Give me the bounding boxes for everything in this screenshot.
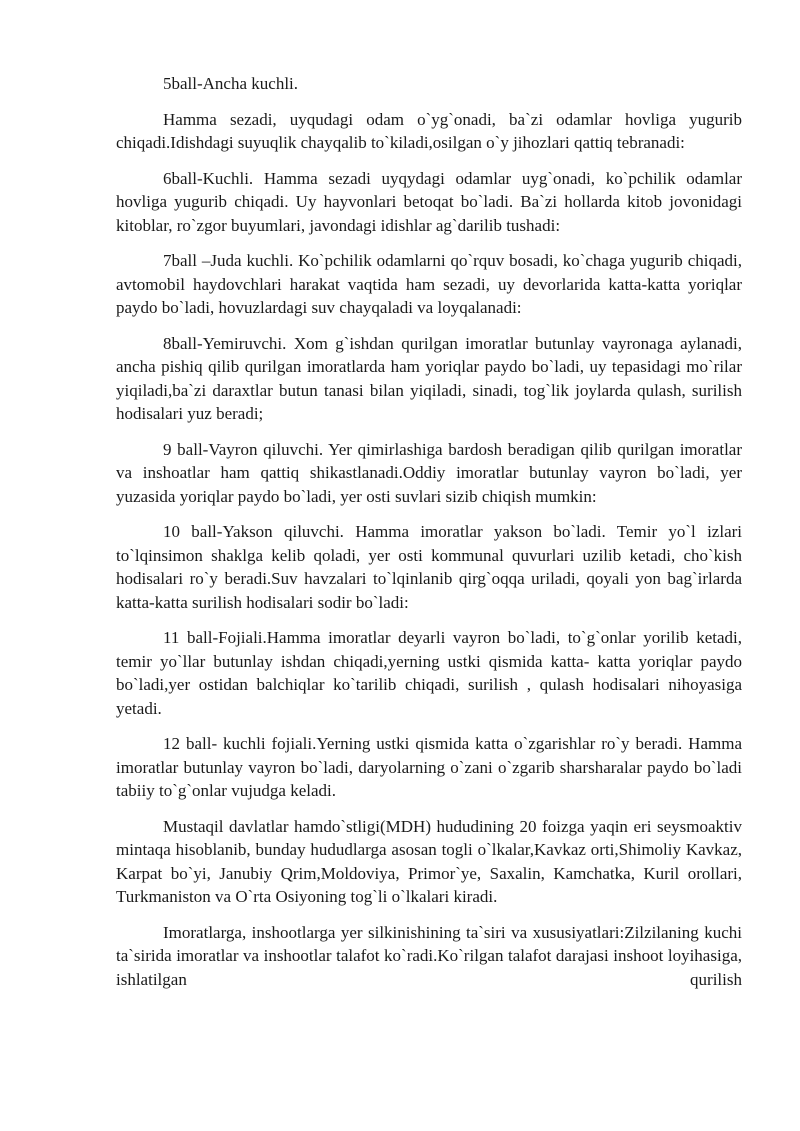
paragraph-8-ball: 8ball-Yemiruvchi. Xom g`ishdan qurilgan imoratlar butunlay vayronaga aylanadi, ancha pishiq qilib qurilgan imoratlarda ham yoriqlar paydo bo`ladi, uy tepasidagi mo`rilar yiqiladi,ba`zi daraxtlar butun tanasi bilan yiqiladi, sinadi, tog`lik joylarda qulash, surilish hodisalari yuz beradi; (116, 333, 742, 423)
paragraph-9-ball: 9 ball-Vayron qiluvchi. Yer qimirlashiga bardosh beradigan qilib qurilgan imoratlar va inshoatlar ham qattiq shikastlanadi.Oddiy imoratlar butunlay vayron bo`ladi, yer yuzasida yoriqlar paydo bo`ladi, yer osti suvlari sizib chiqish mumkin: (116, 439, 742, 506)
paragraph-12-ball: 12 ball- kuchli fojiali.Yerning ustki qismida katta o`zgarishlar ro`y beradi. Hamma imoratlar butunlay vayron bo`ladi, daryolarning o`zani o`zgarib sharsharalar paydo bo`ladi tabiiy to`g`onlar vujudga keladi. (116, 734, 742, 800)
paragraph-building-effects: Imoratlarga, inshootlarga yer silkinishining ta`siri va xususiyatlari:Zilzilaning kuchi ta`sirida imoratlar va inshootlar talafot ko`radi.Ko`rilgan talafot darajasi inshoot loyihasiga, ishlatilgan qurilish (116, 922, 742, 989)
paragraph-6-ball: 6ball-Kuchli. Hamma sezadi uyqydagi odamlar uyg`onadi, ko`pchilik odamlar hovliga yugurib chiqadi. Uy hayvonlari betoqat bo`ladi. Ba`zi hollarda kitob jovonidagi kitoblar, ro`zgor buyumlari, javondagi idishlar ag`darilib tushadi: (116, 168, 742, 235)
document-page (116, 72, 742, 1003)
paragraph-11-ball: 11 ball-Fojiali.Hamma imoratlar deyarli vayron bo`ladi, to`g`onlar yorilib ketadi, temir yo`llar butunlay ishdan chiqadi,yerning ustki qismida katta- katta yoriqlar paydo bo`ladi,yer ostidan balchiqlar ko`tarilib chiqadi, surilish , qulash hodisalari nihoyasiga yetadi. (116, 628, 742, 718)
paragraph-5-ball-description: Hamma sezadi, uyqudagi odam o`yg`onadi, ba`zi odamlar hovliga yugurib chiqadi.Idishdagi suyuqlik chayqalib to`kiladi,osilgan o`y jihozlari qattiq tebranadi: (116, 109, 742, 152)
paragraph-7-ball: 7ball –Juda kuchli. Ko`pchilik odamlarni qo`rquv bosadi, ko`chaga yugurib chiqadi, avtomobil haydovchlari harakat vaqtida ham sezadi, uy devorlarida katta-katta yoriqlar paydo bo`ladi, hovuzlardagi suv chayqaladi va loyqalanadi: (116, 251, 742, 317)
paragraph-5-ball: 5ball-Ancha kuchli. (163, 74, 299, 93)
paragraph-10-ball: 10 ball-Yakson qiluvchi. Hamma imoratlar yakson bo`ladi. Temir yo`l izlari to`lqinsimon shaklga kelib qoladi, yer osti kommunal quvurlari uzilib ketadi, cho`kish hodisalari ro`y beradi.Suv havzalari to`lqinlanib qirg`oqqa uriladi, qoyali yon bag`irlarda katta-katta surilish hodisalari sodir bo`ladi: (116, 522, 742, 612)
paragraph-mdh-regions: Mustaqil davlatlar hamdo`stligi(MDH) hududining 20 foizga yaqin eri seysmoaktiv mintaqa hisoblanib, bunday hududlarga asosan togli o`lkalar,Kavkaz orti,Shimoliy Kavkaz, Karpat bo`yi, Janubiy Qrim,Moldoviya, Primor`ye, Saxalin, Kamchatka, Kuril orollari, Turkmaniston va O`rta Osiyoning tog`li o`lkalari kiradi. (116, 816, 742, 906)
